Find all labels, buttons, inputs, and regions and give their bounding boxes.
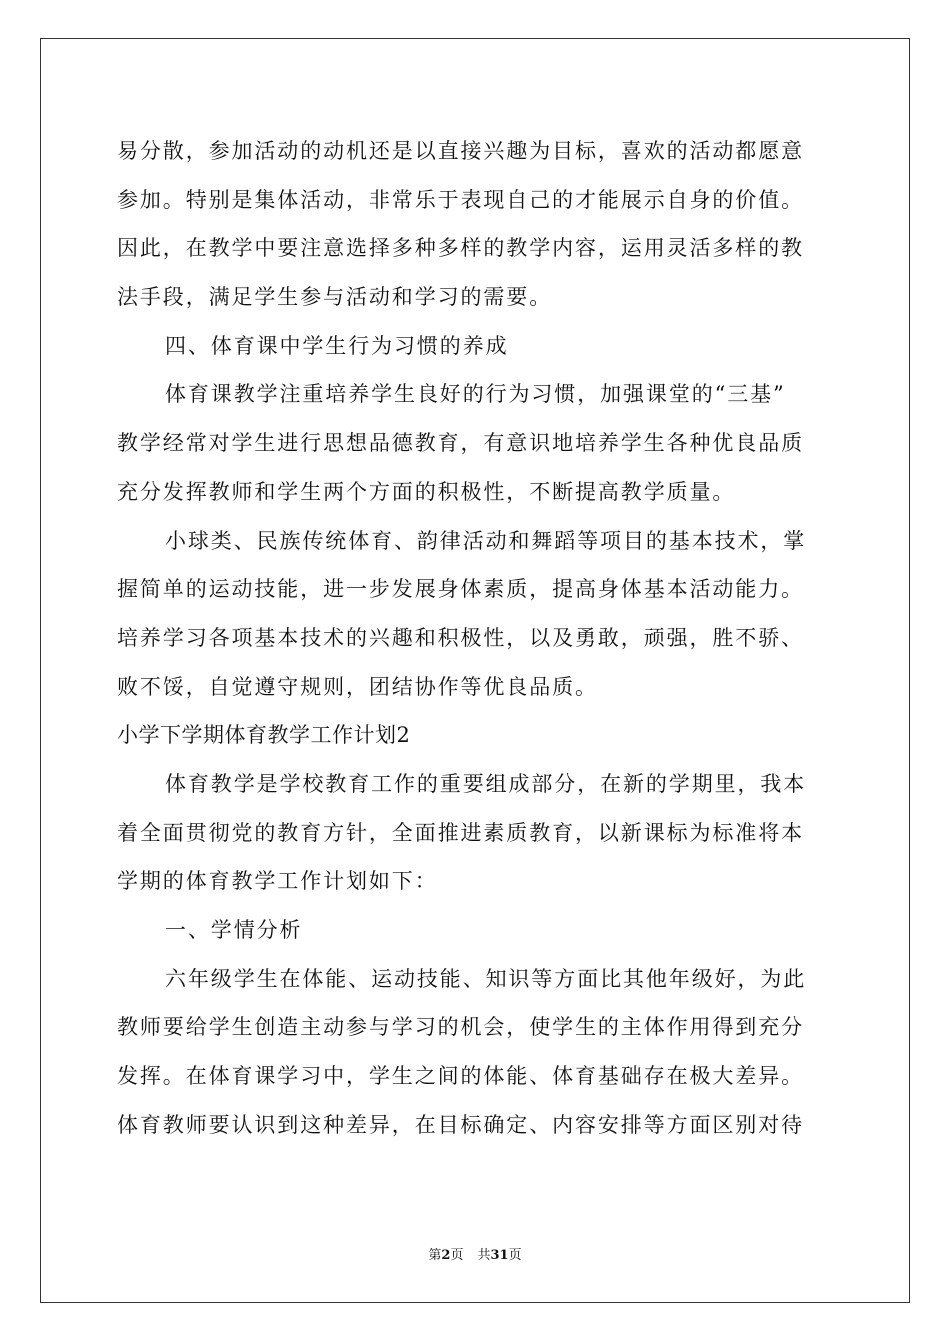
text-line: 体育教师要认识到这种差异，在目标确定、内容安排等方面区别对待: [117, 1112, 804, 1137]
page-footer: [0, 1248, 950, 1264]
text-line: 发挥。在体育课学习中，学生之间的体能、体育基础存在极大差异。: [117, 1064, 804, 1089]
text-line: 着全面贯彻党的教育方针，全面推进素质教育，以新课标为标准将本: [117, 820, 804, 845]
section-heading: 四、体育课中学生行为习惯的养成: [165, 333, 509, 358]
text-line: 参加。特别是集体活动，非常乐于表现自己的才能展示自身的价值。: [117, 187, 804, 212]
text-line: 小球类、民族传统体育、韵律活动和舞蹈等项目的基本技术，掌: [165, 528, 807, 553]
text-line: 教师要给学生创造主动参与学习的机会，使学生的主体作用得到充分: [117, 1015, 804, 1040]
page-suffix: 页: [450, 1248, 464, 1263]
text-line: 体育课教学注重培养学生良好的行为习惯，加强课堂的“三基”: [165, 382, 786, 407]
total-prefix: 共: [477, 1248, 491, 1263]
total-pages: 31: [490, 1248, 509, 1263]
section-heading: 一、学情分析: [165, 918, 303, 942]
text-line: 充分发挥教师和学生两个方面的积极性，不断提高教学质量。: [117, 479, 736, 504]
text-line: 体育教学是学校教育工作的重要组成部分，在新的学期里，我本: [165, 771, 807, 796]
text-line: 教学经常对学生进行思想品德教育，有意识地培养学生各种优良品质: [117, 431, 804, 456]
page-prefix: 第: [428, 1248, 442, 1263]
total-suffix: 页: [508, 1248, 522, 1263]
text-line: 学期的体育教学工作计划如下：: [117, 869, 438, 894]
document-heading: 小学下学期体育教学工作计划2: [117, 723, 411, 748]
text-line: 六年级学生在体能、运动技能、知识等方面比其他年级好，为此: [165, 966, 807, 991]
text-line: 因此，在教学中要注意选择多种多样的教学内容，运用灵活多样的教: [117, 236, 804, 261]
text-line: 握简单的运动技能，进一步发展身体素质，提高身体基本活动能力。: [117, 577, 804, 602]
text-line: 法手段，满足学生参与活动和学习的需要。: [117, 285, 553, 310]
text-line: 易分散，参加活动的动机还是以直接兴趣为目标，喜欢的活动都愿意: [117, 139, 804, 163]
document-body: [117, 127, 833, 1149]
text-line: 败不馁，自觉遵守规则，团结协作等优良品质。: [117, 674, 598, 699]
page-number: 2: [441, 1248, 451, 1263]
text-line: 培养学习各项基本技术的兴趣和积极性，以及勇敢，顽强，胜不骄、: [117, 625, 804, 650]
